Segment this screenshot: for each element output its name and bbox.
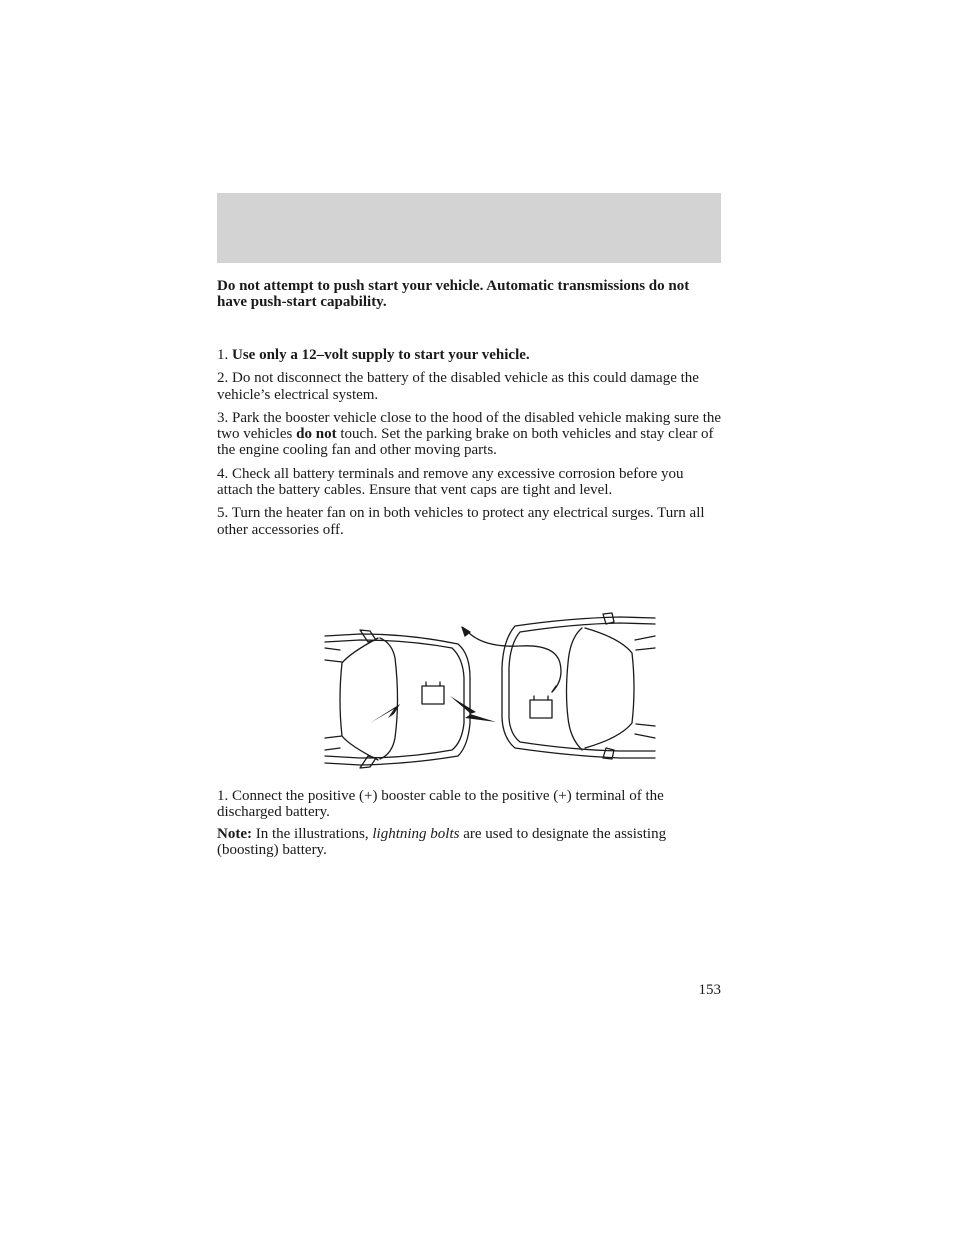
connection-instructions [217,788,723,863]
car-outline-left [325,630,470,768]
preparation-steps [217,347,723,545]
step-4: 4. Check all battery terminals and remove any excessive corrosion before you attach the battery cables. Ensure that vent caps are tight and level. [217,465,684,499]
booster-cable [462,627,561,692]
push-start-warning: Do not attempt to push start your vehicle. Automatic transmissions do not have push-start capability. [217,278,690,310]
note: Note: In the illustrations, lightning bolts are used to designate the assisting (boosting) battery. [217,825,667,858]
section-header-band [217,193,721,263]
note-italic: lightning bolts [372,825,460,842]
battery-icon-booster [530,696,552,718]
step-1: 1. Use only a 12–volt supply to start your vehicle. [217,347,530,363]
connect-step-1: 1. Connect the positive (+) booster cable to the positive (+) terminal of the discharged battery. [217,788,664,821]
step-5: 5. Turn the heater fan on in both vehicles to protect any electrical surges. Turn all other accessories off. [217,505,705,538]
note-label: Note: [217,825,252,842]
step-2: 2. Do not disconnect the battery of the disabled vehicle as this could damage the vehicle’s electrical system. [217,370,699,403]
car-outline-right [502,613,655,759]
step-1-bold: Use only a 12–volt supply to start your vehicle. [232,347,530,363]
page-number: 153 [698,982,721,998]
battery-icon [422,682,444,704]
step-3: 3. Park the booster vehicle close to the hood of the disabled vehicle making sure the two vehicles do not touch. Set the parking brake on both vehicles and stay clear of the engine cooling fan and other moving parts. [217,409,722,459]
jump-start-illustration [320,608,660,778]
lightning-bolt-icon [370,696,496,723]
step-3-bold: do not [296,426,337,443]
